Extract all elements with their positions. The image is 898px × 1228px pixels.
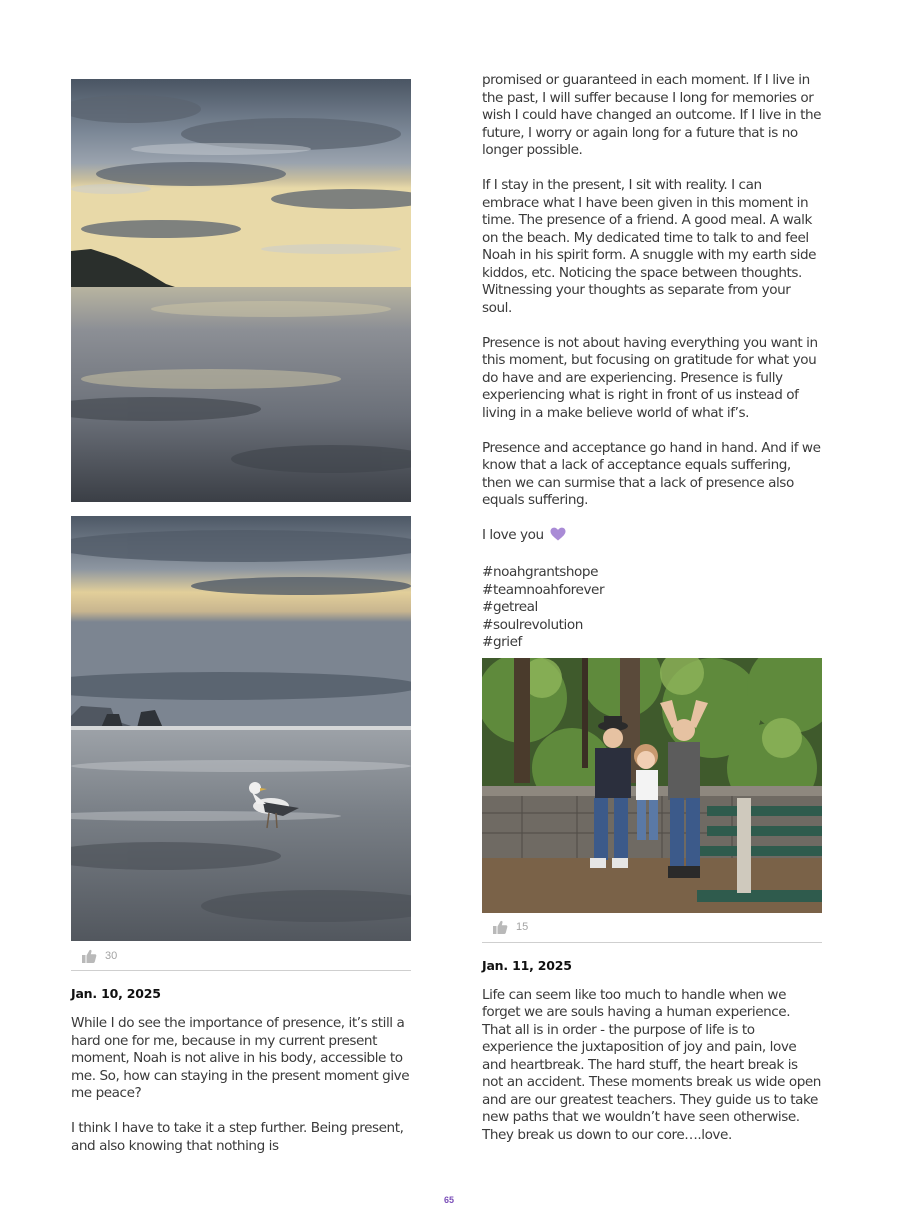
post-paragraph: Life can seem like too much to handle when we forget we are souls having a human experience. That all is in order - the purpose of life is to experience the juxtaposition of joy and pain, love and heartbreak. The hard stuff, the heart break is not an accident. These moments break us wide open and are our greatest teachers. They guide us to take new paths that we wouldn’t have seen otherwise. They break us down to our core….love. [482, 986, 821, 1143]
beach-sunset-reflection-photo [71, 79, 411, 502]
hashtag[interactable]: #getreal [482, 599, 538, 615]
thumbs-up-icon[interactable] [81, 948, 97, 964]
left-column [71, 79, 411, 1155]
likes-count: 30 [105, 949, 118, 962]
post-paragraph: While I do see the importance of presence, it’s still a hard one for me, because in my current present moment, Noah is not alive in his body, accessible to me. So, how can staying in the present moment give me peace? [71, 1015, 410, 1101]
post-paragraph: promised or guaranteed in each moment. If I live in the past, I will suffer because I long for memories or wish I could have changed an outcome. If I live in the future, I worry or again long for a future that is no longer possible. [482, 72, 822, 158]
kids-on-wall-photo [482, 658, 822, 913]
love-line [482, 527, 822, 547]
likes-count: 15 [516, 921, 529, 933]
post-paragraph: Presence and acceptance go hand in hand. And if we know that a lack of acceptance equals suffering, then we can surmise that a lack of presence also equals suffering. [482, 439, 821, 508]
hashtag[interactable]: #noahgrantshope [482, 564, 599, 580]
seagull-beach-photo [71, 516, 411, 941]
hashtag[interactable]: #grief [482, 634, 522, 650]
post-date: Jan. 10, 2025 [71, 986, 161, 1001]
purple-heart-icon [550, 527, 566, 547]
post-paragraph: If I stay in the present, I sit with reality. I can embrace what I have been given in this moment in time. The presence of a friend. A good meal. A walk on the beach. My dedicated time to talk to and feel Noah in his spirit form. A snuggle with my earth side kiddos, etc. Noticing the space between thoughts. Witnessing your thoughts as separate from your soul. [482, 177, 817, 316]
likes-bar [482, 913, 822, 943]
post-date: Jan. 11, 2025 [482, 957, 572, 973]
page-number: 65 [443, 1195, 454, 1205]
post-paragraph: I think I have to take it a step further. Being present, and also knowing that nothing is [71, 1120, 404, 1154]
thumbs-up-icon[interactable] [492, 919, 508, 935]
right-column [482, 72, 822, 1144]
love-text: I love you [482, 527, 544, 543]
hashtag[interactable]: #teamnoahforever [482, 581, 605, 598]
likes-bar [71, 941, 411, 971]
post-paragraph: Presence is not about having everything you want in this moment, but focusing on gratitude for what you do have and are experiencing. Presence is fully experiencing what is right in front of us instead of living in a make believe world of what if’s. [482, 334, 818, 421]
hashtag[interactable]: #soulrevolution [482, 616, 583, 633]
